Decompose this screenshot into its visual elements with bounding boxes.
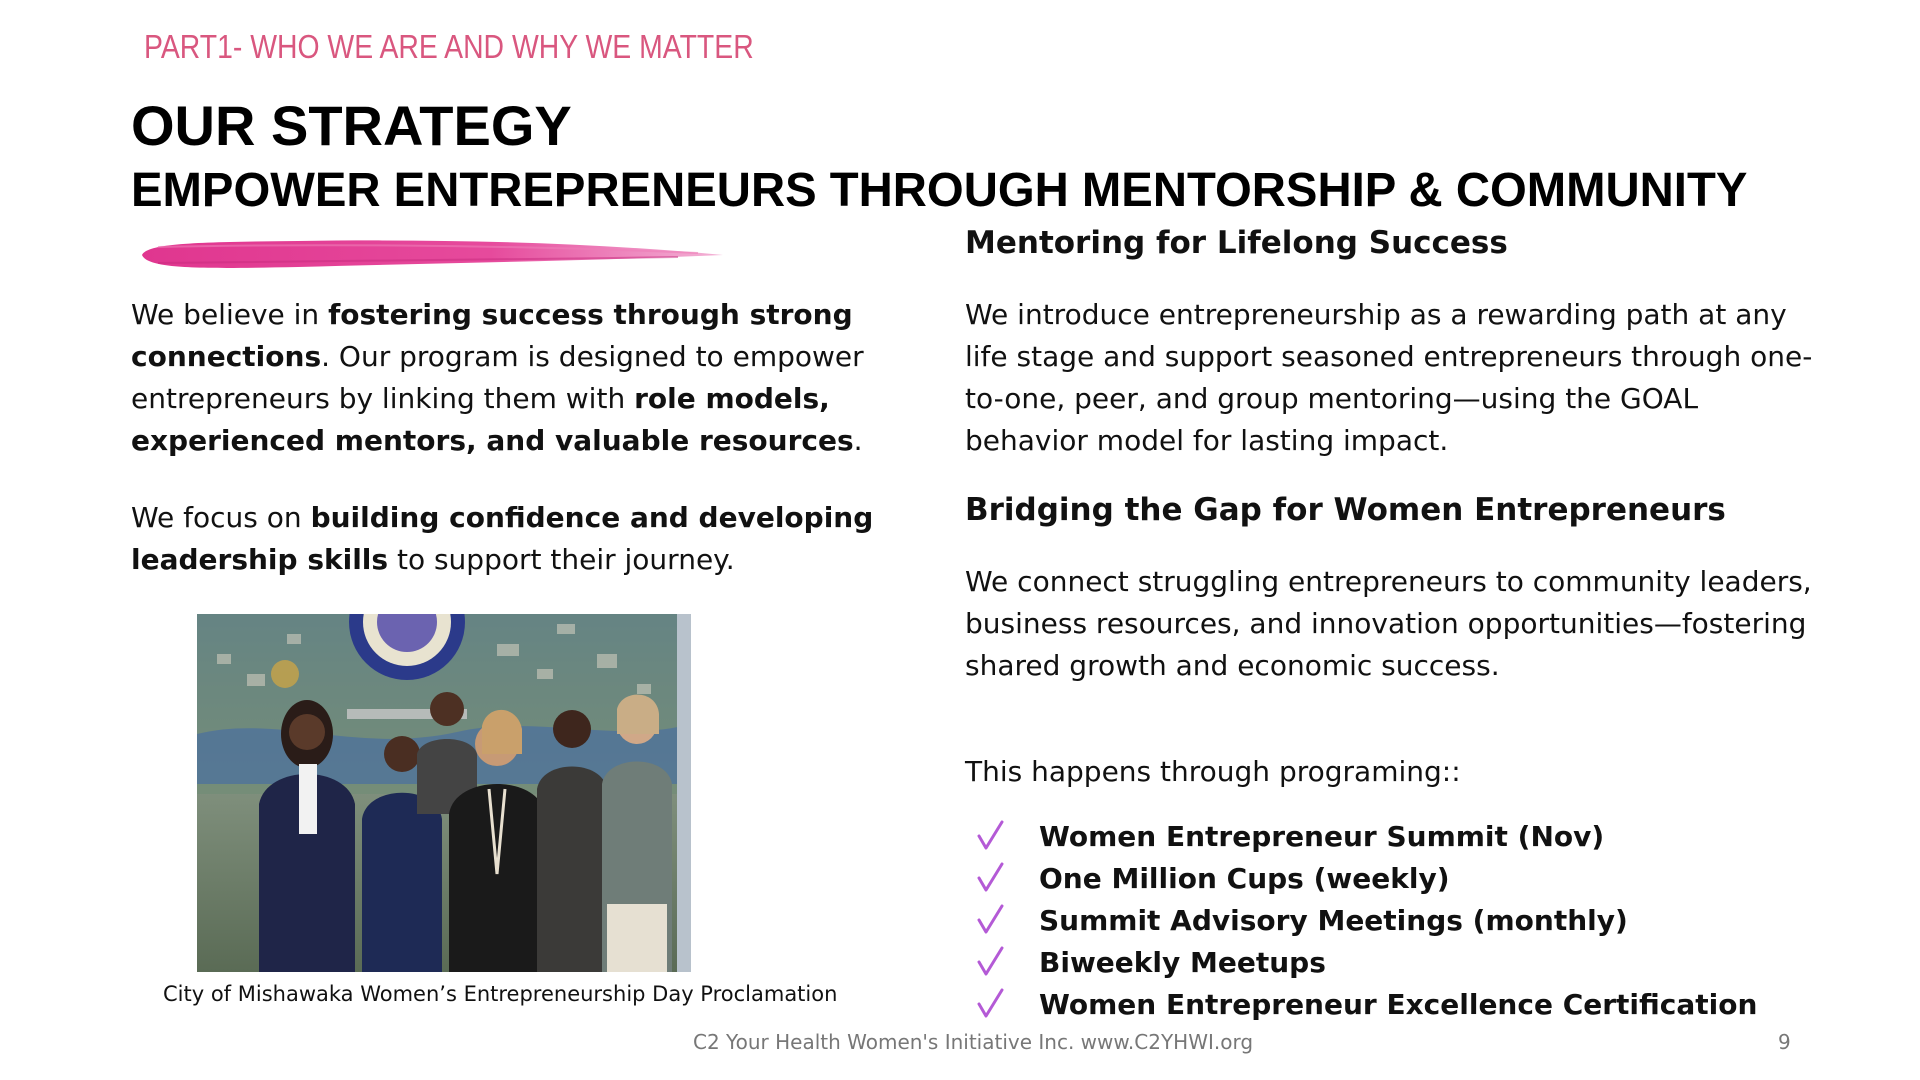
list-item — [975, 899, 1757, 941]
p1-bold-2: role models, experienced mentors, and valuable resources — [131, 382, 854, 457]
checkmark-icon — [975, 983, 1035, 1025]
group-photo — [197, 614, 691, 972]
section-label: PART1- WHO WE ARE AND WHY WE MATTER — [144, 28, 754, 65]
brush-stroke-decoration — [138, 233, 728, 277]
group-photo-illustration — [197, 614, 691, 972]
p2-bold-1: building confidence and developing leadership skills — [131, 501, 874, 576]
program-label: Summit Advisory Meetings (monthly) — [1039, 903, 1628, 937]
list-item — [975, 983, 1757, 1025]
checkmark-icon — [975, 899, 1035, 941]
checkmark-icon — [975, 941, 1035, 983]
intro-paragraph — [131, 294, 901, 462]
p2-text-1: We focus on — [131, 501, 311, 534]
programs-intro: This happens through programing:: — [965, 755, 1461, 788]
footer-organization: C2 Your Health Women's Initiative Inc. www.C2YHWI.org — [693, 1030, 1254, 1054]
p1-text-2: . Our program is designed to empower entrepreneurs by linking them with — [131, 340, 864, 415]
program-label: One Million Cups (weekly) — [1039, 861, 1450, 895]
list-item — [975, 815, 1757, 857]
p1-text-3: . — [853, 424, 863, 457]
program-label: Women Entrepreneur Excellence Certification — [1039, 987, 1758, 1021]
page-subtitle: EMPOWER ENTREPRENEURS THROUGH MENTORSHIP & COMMUNITY — [131, 164, 1748, 217]
bridging-paragraph: We connect struggling entrepreneurs to community leaders, business resources, and innovation opportunities—fostering shared growth and economic success. — [965, 565, 1812, 682]
page-number: 9 — [1778, 1030, 1791, 1054]
heading-bridging-gap: Bridging the Gap for Women Entrepreneurs — [965, 492, 1726, 528]
list-item — [975, 941, 1757, 983]
p1-bold-1: fostering success through strong connections — [131, 298, 853, 373]
p1-text-1: We believe in — [131, 298, 329, 331]
programs-list — [975, 815, 1757, 1025]
focus-paragraph — [131, 497, 901, 581]
list-item — [975, 857, 1757, 899]
checkmark-icon — [975, 857, 1035, 899]
p2-text-2: to support their journey. — [388, 543, 735, 576]
checkmark-icon — [975, 815, 1035, 857]
heading-mentoring: Mentoring for Lifelong Success — [965, 225, 1508, 261]
program-label: Women Entrepreneur Summit (Nov) — [1039, 819, 1605, 853]
program-label: Biweekly Meetups — [1039, 945, 1326, 979]
page-title: OUR STRATEGY — [131, 94, 572, 157]
photo-caption: City of Mishawaka Women’s Entrepreneurship Day Proclamation — [163, 982, 838, 1006]
mentoring-paragraph: We introduce entrepreneurship as a rewarding path at any life stage and support seasoned entrepreneurs through one-to-one, peer, and group mentoring—using the GOAL behavior model for lasting impact. — [965, 298, 1813, 457]
